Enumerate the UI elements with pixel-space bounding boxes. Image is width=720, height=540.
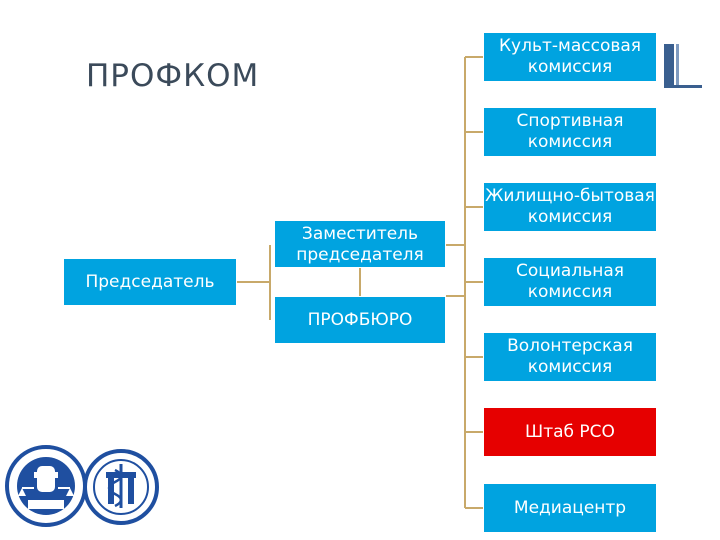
deputy-label: Заместитель председателя xyxy=(296,224,424,265)
commission-label: Волонтерская комиссия xyxy=(507,336,633,377)
commission-label: Спортивная комиссия xyxy=(516,111,624,152)
commission-label: Штаб РСО xyxy=(525,421,615,442)
deputy-box xyxy=(274,220,446,268)
medical-university-emblem-icon xyxy=(82,440,160,534)
union-fist-emblem-icon xyxy=(4,438,88,534)
commission-label: Культ-массовая комиссия xyxy=(498,36,642,77)
commission-box xyxy=(483,32,657,82)
commission-label: Жилищно-бытовая комиссия xyxy=(485,186,655,227)
bureau-box xyxy=(274,296,446,344)
commission-label: Медиацентр xyxy=(513,497,627,518)
commission-box xyxy=(483,483,657,533)
bureau-label: ПРОФБЮРО xyxy=(307,310,413,330)
commission-box-highlight xyxy=(483,407,657,457)
commission-label: Социальная комиссия xyxy=(516,261,624,302)
page-title: ПРОФКОМ xyxy=(86,58,260,94)
chairman-box xyxy=(63,258,237,306)
commission-box xyxy=(483,257,657,307)
chairman-label: Председатель xyxy=(85,271,215,292)
commission-box xyxy=(483,107,657,157)
commission-box xyxy=(483,332,657,382)
commission-box xyxy=(483,182,657,232)
